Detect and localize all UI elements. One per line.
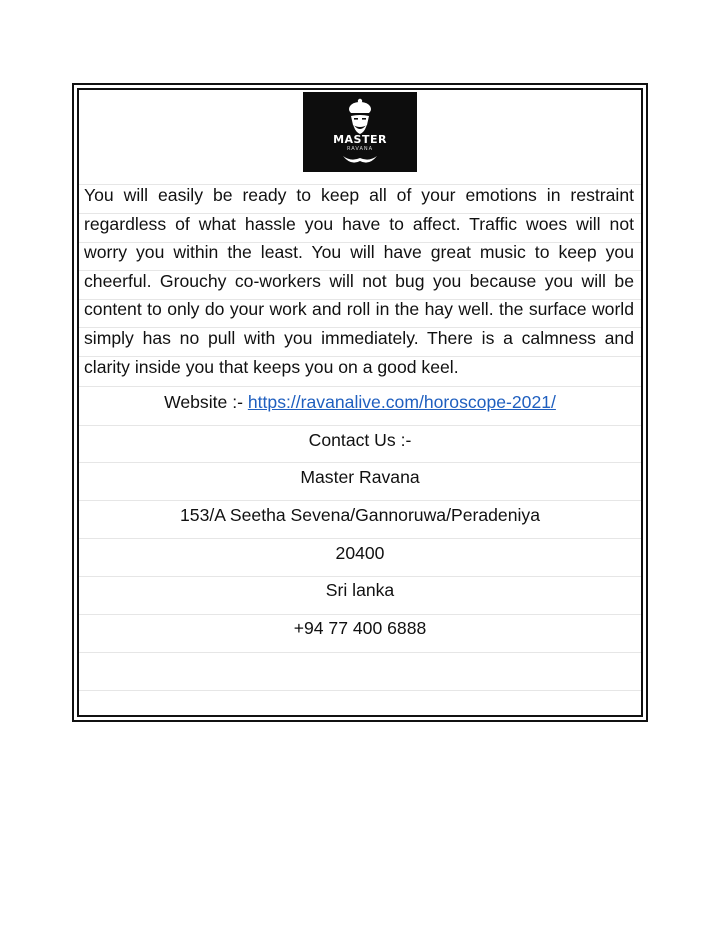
- website-link[interactable]: https://ravanalive.com/horoscope-2021/: [247, 392, 556, 412]
- grid-line: [79, 690, 641, 691]
- grid-line: [79, 500, 641, 501]
- master-ravana-logo: [303, 92, 417, 172]
- grid-line: [79, 614, 641, 615]
- turbaned-man-icon: [303, 92, 417, 172]
- logo-title: MASTER: [333, 133, 387, 146]
- logo-subtitle: RAVANA: [346, 146, 374, 152]
- grid-line: [79, 425, 641, 426]
- grid-line: [79, 576, 641, 577]
- website-line: [78, 390, 642, 414]
- contact-name: Master Ravana: [300, 467, 420, 487]
- grid-line: [79, 538, 641, 539]
- grid-line: [79, 386, 641, 387]
- body-paragraph: You will easily be ready to keep all of your emotions in restraint regardless of what hassle you have to affect. Traffic woes will not worry you within the least. You will have great music to keep you cheerful. Grouchy co-workers will not bug you because you will be content to only do your work and roll in the hay well. the surface world simply has no pull with you immediately. There is a calmness and clarity inside you that keeps you on a good keel.: [84, 185, 634, 377]
- contact-heading: Contact Us :-: [308, 430, 412, 450]
- website-label: Website :-: [164, 392, 248, 412]
- contact-postcode: 20400: [335, 543, 385, 563]
- contact-address: 153/A Seetha Sevena/Gannoruwa/Peradeniya: [180, 505, 540, 525]
- grid-line: [79, 652, 641, 653]
- contact-country: Sri lanka: [325, 580, 395, 600]
- grid-line: [79, 462, 641, 463]
- contact-phone: +94 77 400 6888: [293, 618, 427, 638]
